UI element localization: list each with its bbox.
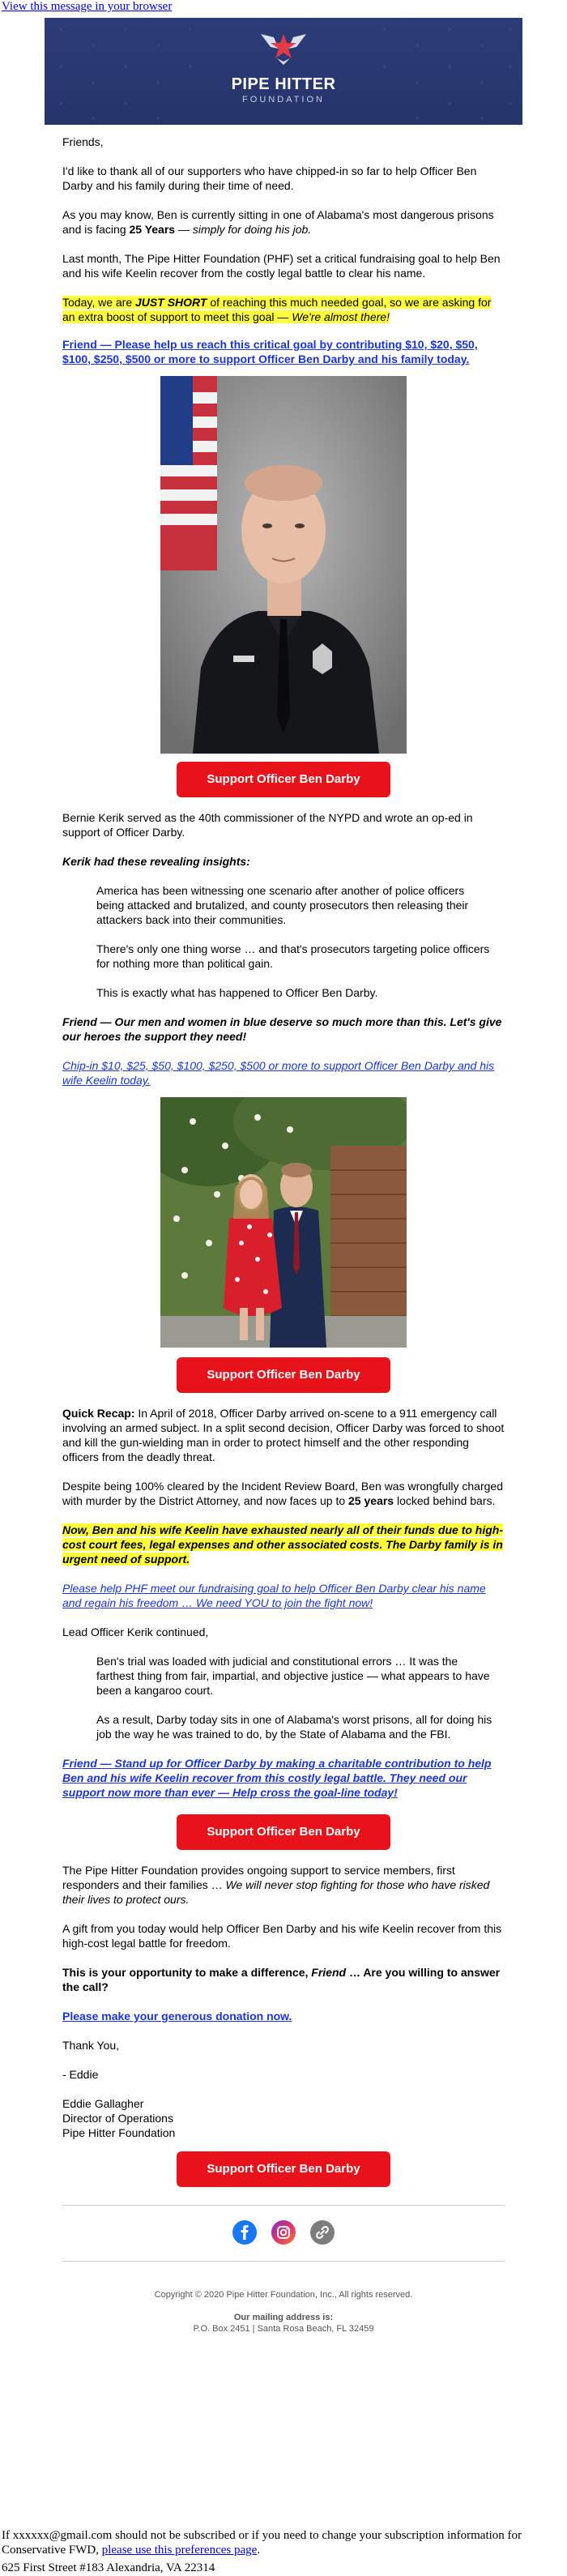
paragraph-phf-mission: [62, 1863, 505, 1907]
support-button-1[interactable]: Support Officer Ben Darby: [177, 762, 390, 797]
emphasis-job: simply for doing his job.: [192, 223, 312, 236]
paragraph-opportunity: [62, 1965, 505, 1994]
donate-link-critical-goal[interactable]: Friend — Please help us reach this critical goal by contributing $10, $20, $50, $100, $250, $500 or more to support Officer Ben Darby and his family today.: [62, 338, 478, 365]
kerik-insights-heading: Kerik had these revealing insights:: [62, 855, 250, 868]
emphasis-25-years: 25 years: [348, 1494, 394, 1507]
facebook-icon[interactable]: [232, 2220, 257, 2245]
eagle-star-icon: [259, 29, 308, 66]
text-segment: of reaching this much needed goal, so we are asking for an extra boost of support to meet this goal —: [62, 296, 492, 323]
paragraph-kerik-continued: Lead Officer Kerik continued,: [62, 1625, 209, 1638]
paragraph-kerik: Bernie Kerik served as the 40th commissioner of the NYPD and wrote an op-ed in support of Officer Darby.: [62, 811, 473, 839]
quote-paragraph: America has been witnessing one scenario after another of police officers being attacked and brutalized, and county prosecutors then releasing their attackers back into their communities.: [96, 884, 469, 926]
mailing-address: P.O. Box 2451 | Santa Rosa Beach, FL 32459: [193, 2324, 374, 2334]
closing-thanks: Thank You,: [62, 2039, 120, 2052]
photo-darby-and-wife: [160, 1097, 407, 1348]
paragraph-heroes: Friend — Our men and women in blue deserve so much more than this. Let's give our heroes the support they need!: [62, 1015, 502, 1043]
email-container: [45, 18, 522, 2335]
divider: [62, 2261, 505, 2262]
donate-link-generous[interactable]: Please make your generous donation now.: [62, 2010, 292, 2023]
quote-paragraph: As a result, Darby today sits in one of Alabama's worst prisons, all for doing his job the way he was trained to do, by the State of Alabama and the FBI.: [96, 1713, 492, 1741]
foundation-logo: [45, 29, 522, 105]
paragraph-goal: Last month, The Pipe Hitter Foundation (PHF) set a critical fundraising goal to help Ben and his wife Keelin recover from the costly legal battle to clear his name.: [62, 252, 501, 280]
quote-paragraph: This is exactly what has happened to Officer Ben Darby.: [96, 986, 378, 999]
link-text-segment[interactable]: Help cross the goal-line today!: [232, 1786, 398, 1799]
preferences-page-link[interactable]: please use this preferences page: [101, 2544, 258, 2557]
signature-org: Pipe Hitter Foundation: [62, 2126, 176, 2139]
signature-title: Director of Operations: [62, 2112, 173, 2125]
text-segment: This is your opportunity to make a difference,: [62, 1966, 312, 1979]
recap-label: Quick Recap:: [62, 1407, 135, 1420]
text-segment: Despite being 100% cleared by the Incident Review Board, Ben was wrongfully charged with murder by the District Attorney, and now faces up to: [62, 1480, 503, 1507]
website-link-icon[interactable]: [310, 2220, 335, 2245]
emphasis-never-stop: We will never stop fighting for those who have risked their lives to protect ours.: [62, 1878, 490, 1906]
paragraph-prison: [62, 207, 505, 237]
support-button-4[interactable]: Support Officer Ben Darby: [177, 2151, 390, 2187]
header-banner: [45, 18, 522, 125]
street-address: 625 First Street #183 Alexandria, VA 22314: [2, 2561, 215, 2574]
emphasis-almost-there: We're almost there!: [292, 310, 390, 323]
signature-name: Eddie Gallagher: [62, 2097, 144, 2110]
donate-link-chip-in[interactable]: Chip-in $10, $25, $50, $100, $250, $500 or more to support Officer Ben Darby and his wife Keelin today.: [62, 1059, 495, 1087]
paragraph-just-short: [62, 295, 505, 324]
paragraph-recap: [62, 1406, 505, 1464]
donate-link-join-fight[interactable]: Please help PHF meet our fundraising goal to help Officer Ben Darby clear his name and regain his freedom … We need YOU to join the fight now!: [62, 1582, 486, 1609]
text-segment: The Pipe Hitter Foundation provides ongoing support to service members, first responders and their families …: [62, 1864, 455, 1891]
mailing-address-label: Our mailing address is:: [233, 2313, 334, 2322]
email-body: [45, 135, 522, 2187]
kerik-quote-1: [62, 883, 505, 1000]
unsubscribe-notice: [2, 2528, 561, 2557]
paragraph-charged: [62, 1479, 505, 1508]
instagram-icon[interactable]: [271, 2220, 296, 2245]
text-segment: locked behind bars.: [394, 1494, 496, 1507]
text-segment: If xxxxxx@gmail.com should not be subscribed or if you need to change your subscription information for Conservative FWD,: [2, 2529, 522, 2557]
view-in-browser-link[interactable]: View this message in your browser: [2, 0, 173, 13]
couple-photo-image: [160, 1097, 407, 1348]
social-links: [45, 2220, 522, 2245]
donate-link-stand-up[interactable]: [62, 1757, 491, 1799]
paragraph-thanks: I'd like to thank all of our supporters who have chipped-in so far to help Officer Ben Darby and his family during their time of need.: [62, 164, 477, 192]
logo-subtitle: FOUNDATION: [242, 95, 325, 105]
text-segment: Friend: [311, 1966, 347, 1979]
text-segment: … Are you willing to answer the call?: [62, 1966, 501, 1993]
officer-portrait-image: [160, 376, 407, 754]
copyright-text: Copyright © 2020 Pipe Hitter Foundation, Inc., All rights reserved.: [154, 2290, 413, 2300]
photo-officer-darby: [160, 376, 407, 754]
closing-signature: - Eddie: [62, 2068, 99, 2081]
kerik-quote-2: [62, 1654, 505, 1741]
emphasis-just-short: JUST SHORT: [135, 296, 207, 309]
logo-title: PIPE HITTER: [231, 75, 336, 93]
text-segment: As you may know, Ben is currently sitting in one of Alabama's most dangerous prisons and is facing: [62, 208, 494, 236]
paragraph-exhausted-funds: Now, Ben and his wife Keelin have exhausted nearly all of their funds due to high-cost court fees, legal expenses and other associated costs. The Darby family is in urgent need of support.: [62, 1523, 504, 1566]
text-segment: —: [175, 223, 193, 236]
link-text-segment[interactable]: Friend — Stand up for Officer Darby by making a charitable contribution to help Ben and his wife Keelin recover from this costly legal battle. They need our support now more than ever —: [62, 1757, 492, 1799]
support-button-2[interactable]: Support Officer Ben Darby: [177, 1357, 390, 1393]
email-footer: [45, 2289, 522, 2335]
support-button-3[interactable]: Support Officer Ben Darby: [177, 1814, 390, 1850]
text-segment: .: [257, 2544, 261, 2557]
greeting: Friends,: [62, 135, 104, 148]
divider: [62, 2205, 505, 2206]
paragraph-gift: A gift from you today would help Officer Ben Darby and his wife Keelin recover from this high-cost legal battle for freedom.: [62, 1922, 502, 1950]
text-segment: In April of 2018, Officer Darby arrived on-scene to a 911 emergency call involving an armed subject. In a split second decision, Officer Darby was forced to shoot and kill the gun-wielding man in order to protect himself and the other responding officers from the deadly threat.: [62, 1407, 505, 1463]
quote-paragraph: Ben's trial was loaded with judicial and constitutional errors … It was the farthest thing from fair, impartial, and objective justice — what appears to have been a kangaroo court.: [96, 1655, 490, 1697]
quote-paragraph: There's only one thing worse … and that's prosecutors targeting police officers for nothing more than political gain.: [96, 942, 490, 970]
text-segment: Today, we are: [62, 296, 136, 309]
emphasis-years: 25 Years: [129, 223, 176, 236]
